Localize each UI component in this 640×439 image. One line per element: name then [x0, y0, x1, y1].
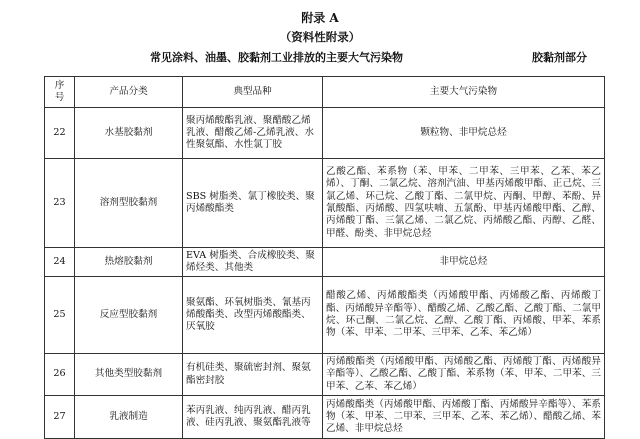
row-number: 25 [45, 277, 75, 354]
row-number: 24 [45, 248, 75, 277]
column-header-no: 序 号 [45, 77, 75, 108]
typical-product: 苯丙乳液、纯丙乳液、醋丙乳液、硅丙乳液、聚氨酯乳液等 [183, 396, 323, 439]
product-category: 反应型胶黏剂 [75, 277, 183, 354]
appendix-note: （资料性附录） [279, 30, 361, 44]
main-pollutant: 丙烯酸酯类（丙烯酸甲酯、丙烯酸乙酯、丙烯酸丁酯、丙烯酸异辛酯等）、乙酸乙酯、乙酸丁酯、苯系物（苯、甲苯、二甲苯、三甲苯、乙苯、苯乙烯） [323, 354, 605, 396]
table-row [45, 396, 605, 439]
typical-product: 有机硅类、聚硫密封剂、聚氨酯密封胶 [183, 354, 323, 396]
product-category: 热熔胶黏剂 [75, 248, 183, 277]
product-category: 乳液制造 [75, 396, 183, 439]
appendix-title: 附录 A [301, 11, 339, 25]
product-category: 水基胶黏剂 [75, 108, 183, 159]
main-pollutant: 醋酸乙烯、丙烯酸酯类（丙烯酸甲酯、丙烯酸乙酯、丙烯酸丁酯、丙烯酸异辛酯等）、醋酸乙烯、乙酸乙酯、乙酸丁酯、二氯甲烷、环己酮、二氯乙烷、乙醇、乙酸丁酯、丙烯酸、甲苯、苯系物（苯、甲苯、二甲苯、三甲苯、乙苯、苯乙烯） [323, 277, 605, 354]
table-title: 常见涂料、油墨、胶黏剂工业排放的主要大气污染物 [150, 51, 403, 64]
row-number: 23 [45, 159, 75, 248]
table-row [45, 159, 605, 248]
table-row [45, 277, 605, 354]
typical-product: 聚丙烯酸酯乳液、聚醋酸乙烯乳液、醋酸乙烯-乙烯乳液、水性聚氨酯、水性氯丁胶 [183, 108, 323, 159]
column-header-category: 产品分类 [75, 77, 183, 108]
table-header-row [45, 77, 605, 108]
typical-product: SBS 树脂类、氯丁橡胶类、聚丙烯酸酯类 [183, 159, 323, 248]
typical-product: EVA 树脂类、合成橡胶类、聚烯烃类、其他类 [183, 248, 323, 277]
pollutant-table [44, 76, 605, 439]
table-row [45, 108, 605, 159]
column-header-product: 典型品种 [183, 77, 323, 108]
main-pollutant: 非甲烷总烃 [323, 248, 605, 277]
row-number: 27 [45, 396, 75, 439]
main-pollutant: 丙烯酸酯类（丙烯酸甲酯、丙烯酸丁酯、丙烯酸异辛酯等）、苯系物（苯、甲苯、二甲苯、三甲苯、乙苯、苯乙烯）、醋酸乙烯、苯乙烯、非甲烷总烃 [323, 396, 605, 439]
main-pollutant: 颗粒物、非甲烷总烃 [323, 108, 605, 159]
column-header-pollutant: 主要大气污染物 [323, 77, 605, 108]
product-category: 其他类型胶黏剂 [75, 354, 183, 396]
section-label: 胶黏剂部分 [532, 51, 587, 64]
typical-product: 聚氨酯、环氧树脂类、氰基丙烯酸酯类、改型丙烯酸酯类、厌氧胶 [183, 277, 323, 354]
table-row [45, 354, 605, 396]
row-number: 22 [45, 108, 75, 159]
table-row [45, 248, 605, 277]
product-category: 溶剂型胶黏剂 [75, 159, 183, 248]
main-pollutant: 乙酸乙酯、苯系物（苯、甲苯、二甲苯、三甲苯、乙苯、苯乙烯）、丁酮、二氯乙烷、溶剂汽油、甲基丙烯酸甲酯、正己烷、三氯乙烯、环己烷、乙酸丁酯、二氯甲烷、丙酮、甲醇、苯酚、异氰酸酯、丙烯酸、四氢呋喃、五氯酚、甲基丙烯酸甲酯、乙醇、丙烯酸丁酯、三氯乙烯、二氯乙烷、丙烯酸乙酯、丙醇、乙醛、甲醛、酚类、非甲烷总烃 [323, 159, 605, 248]
row-number: 26 [45, 354, 75, 396]
